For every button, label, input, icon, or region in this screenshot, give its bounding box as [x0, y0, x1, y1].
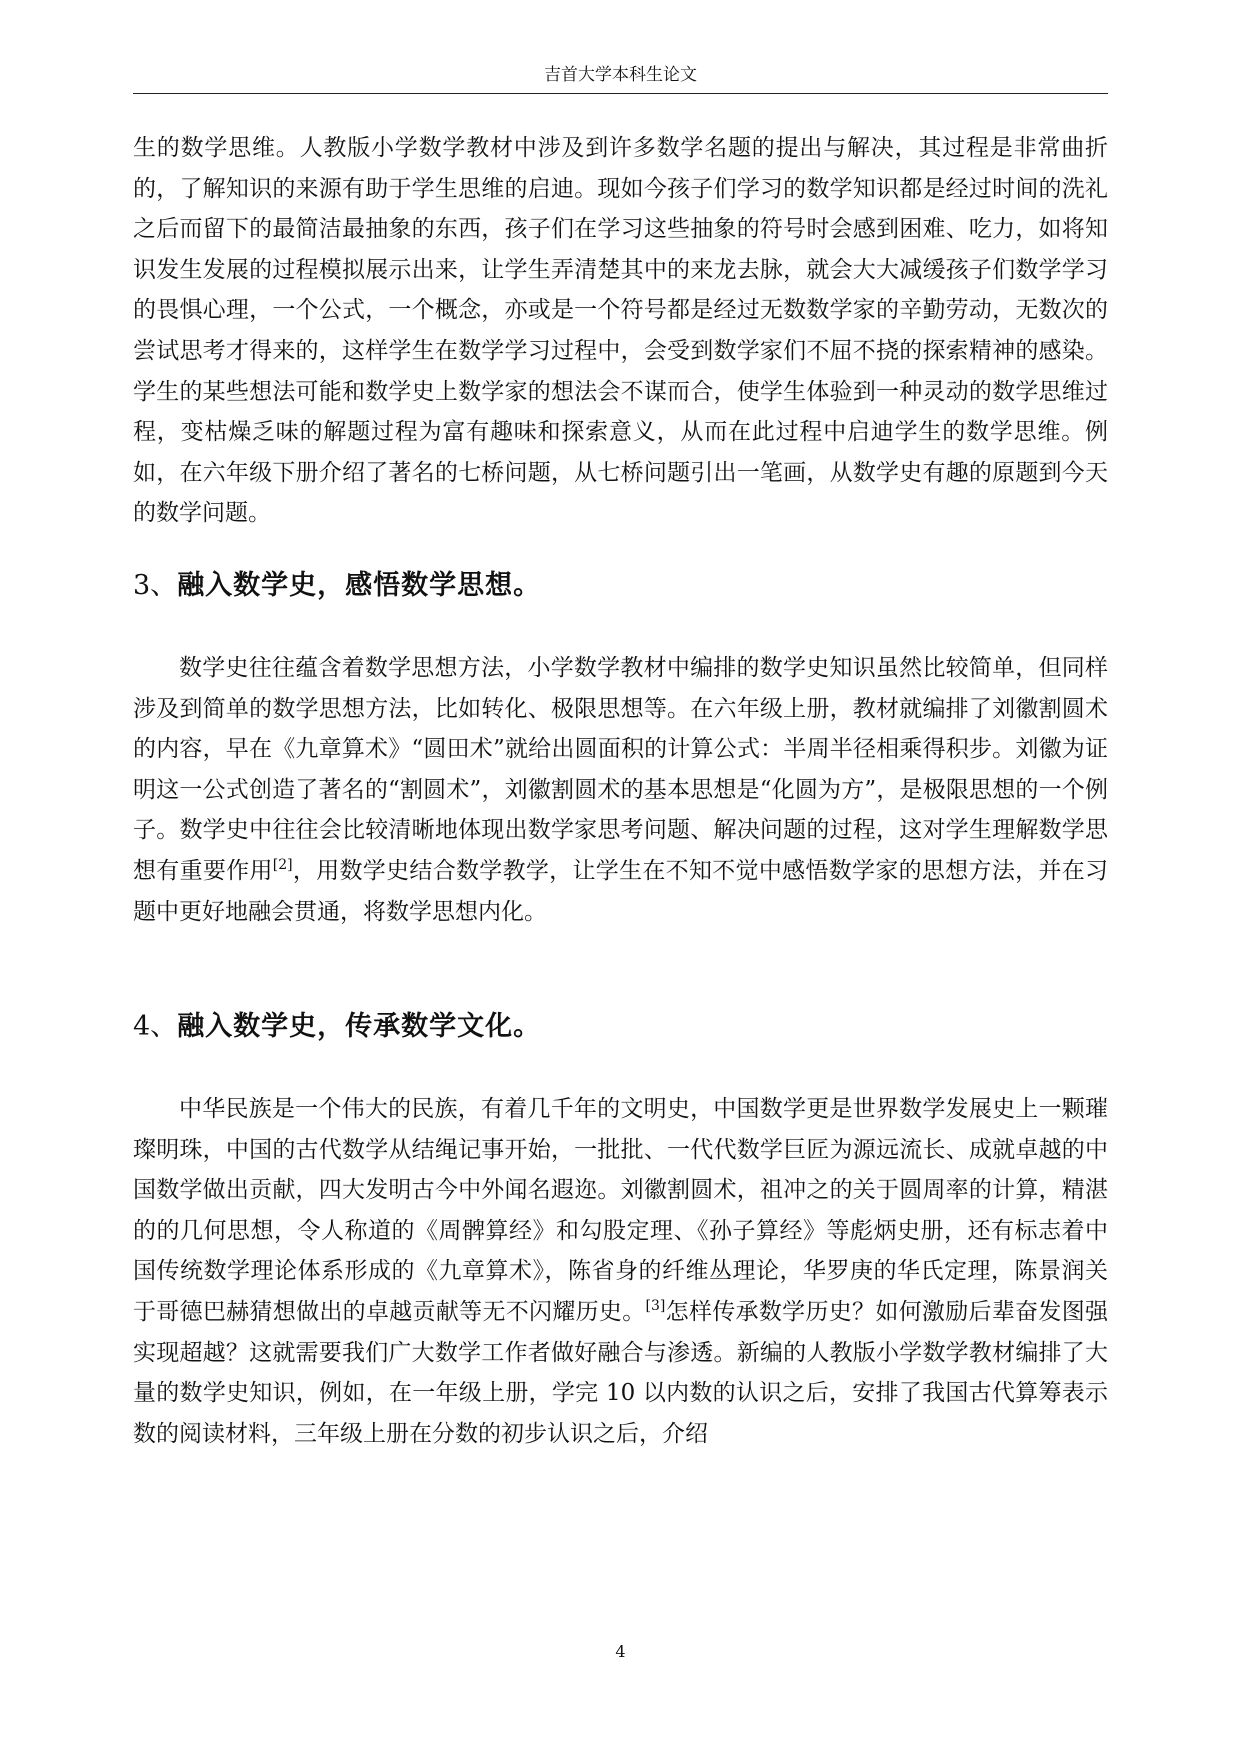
paragraph-text: 数学史往往蕴含着数学思想方法，小学数学教材中编排的数学史知识虽然比较简单，但同样涉及到简单的数学思想方法，比如转化、极限思想等。在六年级上册，教材就编排了刘徽割圆术的内容，早在《九章算术》“圆田术”就给出圆面积的计算公式：半周半径相乘得积步。刘徽为证明这一公式创造了著名的“割圆术”，刘徽割圆术的基本思想是“化圆为方”，是极限思想的一个例子。数学史中往往会比较清晰地体现出数学家思考问题、解决问题的过程，这对学生理解数学思想有重要作用 — [133, 655, 1108, 884]
header-title: 吉首大学本科生论文 — [544, 65, 697, 85]
paragraph-text: 怎样传承数学历史？如何激励后辈奋发图强实现超越？这就需要我们广大数学工作者做好融合与渗透。新编的人教版小学数学教材编排了大量的数学史知识，例如，在一年级上册，学完 10 以内数的认识之后，安排了我国古代算筹表示数的阅读材料，三年级上册在分数的初步认识之后，介绍 — [133, 1298, 1109, 1447]
paragraph-text: ，用数学史结合数学教学，让学生在不知不觉中感悟数学家的思想方法，并在习题中更好地融会贯通，将数学思想内化。 — [133, 857, 1109, 925]
paragraph-math-thought — [133, 648, 1108, 932]
section-title: 融入数学史，传承数学文化。 — [177, 1011, 542, 1042]
section-title: 融入数学史，感悟数学思想。 — [177, 570, 542, 601]
section-number: 3、 — [133, 570, 178, 601]
paragraph-math-culture — [133, 1089, 1108, 1454]
paragraph-text: 中华民族是一个伟大的民族，有着几千年的文明史，中国数学更是世界数学发展史上一颗璀璨明珠，中国的古代数学从结绳记事开始，一批批、一代代数学巨匠为源远流长、成就卓越的中国数学做出贡献，四大发明古今中外闻名遐迩。刘徽割圆术，祖冲之的关于圆周率的计算，精湛的的几何思想，令人称道的《周髀算经》和勾股定理、《孙子算经》等彪炳史册，还有标志着中国传统数学理论体系形成的《九章算术》，陈省身的纤维丛理论，华罗庚的华氏定理，陈景润关于哥德巴赫猜想做出的卓越贡献等无不闪耀历史。 — [133, 1096, 1108, 1325]
section-number: 4、 — [133, 1011, 178, 1042]
section-heading-4 — [133, 1007, 1108, 1047]
section-heading-3 — [133, 566, 1108, 606]
page-number: 4 — [615, 1642, 626, 1661]
paragraph-text: 生的数学思维。人教版小学数学教材中涉及到许多数学名题的提出与解决，其过程是非常曲折的，了解知识的来源有助于学生思维的启迪。现如今孩子们学习的数学知识都是经过时间的洗礼之后而留下的最简洁最抽象的东西，孩子们在学习这些抽象的符号时会感到困难、吃力，如将知识发生发展的过程模拟展示出来，让学生弄清楚其中的来龙去脉，就会大大减缓孩子们数学学习的畏惧心理，一个公式，一个概念，亦或是一个符号都是经过无数数学家的辛勤劳动，无数次的尝试思考才得来的，这样学生在数学学习过程中，会受到数学家们不屈不挠的探索精神的感染。学生的某些想法可能和数学史上数学家的想法会不谋而合，使学生体验到一种灵动的数学思维过程，变枯燥乏味的解题过程为富有趣味和探索意义，从而在此过程中启迪学生的数学思维。例如，在六年级下册介绍了著名的七桥问题，从七桥问题引出一笔画，从数学史有趣的原题到今天的数学问题。 — [133, 135, 1108, 527]
citation-ref: [2] — [272, 856, 293, 873]
running-header — [133, 60, 1108, 94]
paragraph-continued — [133, 128, 1108, 534]
citation-ref: [3] — [645, 1297, 666, 1314]
